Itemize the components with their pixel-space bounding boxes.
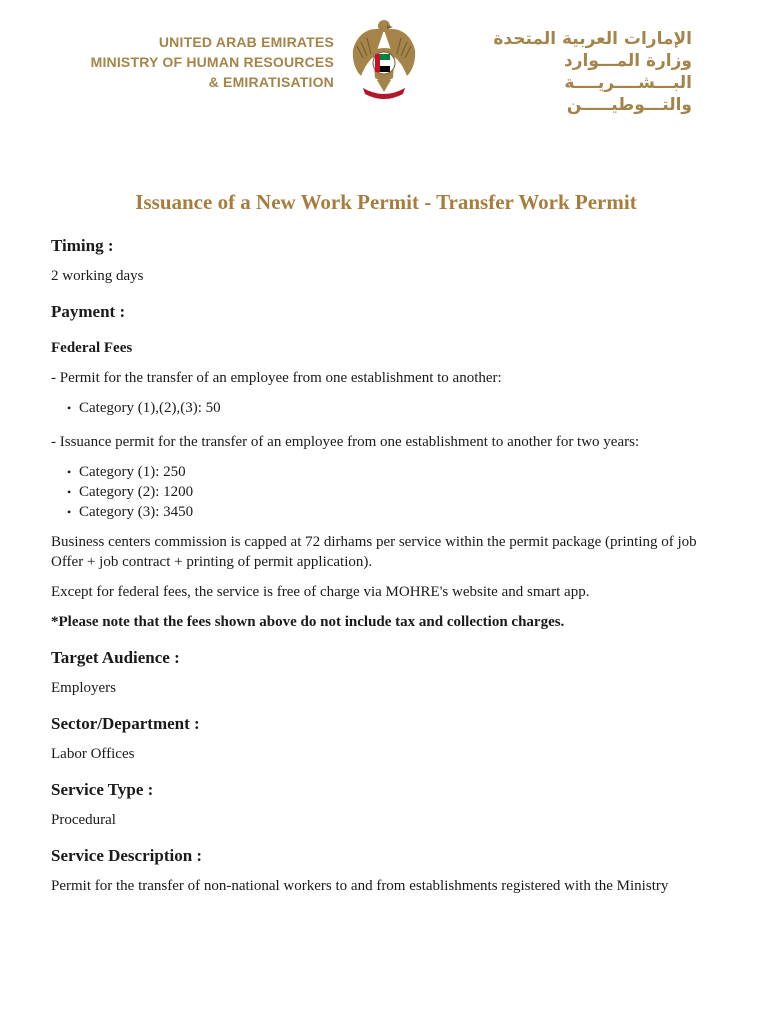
- free-of-charge-paragraph: Except for federal fees, the service is free of charge via MOHRE's website and smart app.: [51, 584, 590, 600]
- en-line-3: & EMIRATISATION: [208, 74, 334, 90]
- document-body: [51, 188, 721, 896]
- tax-note: *Please note that the fees shown above do not include tax and collection charges.: [51, 614, 565, 630]
- list-item: • Category (3): 3450: [79, 502, 721, 522]
- list-item: • Category (1),(2),(3): 50: [79, 398, 721, 418]
- service-type-value: Procedural: [51, 812, 116, 828]
- fee-list-2: [51, 462, 721, 522]
- two-year-permit-line: - Issuance permit for the transfer of an employee from one establishment to another for two years:: [51, 434, 640, 450]
- list-item: • Category (1): 250: [79, 462, 721, 482]
- list-item: • Category (2): 1200: [79, 482, 721, 502]
- sector-heading: Sector/Department :: [51, 714, 200, 733]
- ar-line-1: الإمارات العربية المتحدة: [493, 29, 692, 49]
- uae-emblem-icon: [349, 16, 419, 102]
- ar-line-2: وزارة المـــوارد البـــشــــريــــة: [564, 51, 692, 93]
- service-description-heading: Service Description :: [51, 846, 203, 865]
- target-audience-heading: Target Audience :: [51, 648, 180, 667]
- commission-paragraph: Business centers commission is capped at 72 dirhams per service within the permit package (printing of job Offer + job contract + printing of permit application).: [51, 534, 697, 570]
- document-title: Issuance of a New Work Permit - Transfer Work Permit: [135, 190, 637, 214]
- service-description-value: Permit for the transfer of non-national workers to and from establishments registered with the Ministry: [51, 878, 669, 894]
- ministry-name-english: [91, 32, 334, 92]
- en-line-2: MINISTRY OF HUMAN RESOURCES: [90, 54, 334, 70]
- timing-value: 2 working days: [51, 268, 144, 284]
- federal-fees-subheading: Federal Fees: [51, 340, 133, 356]
- payment-heading: Payment :: [51, 302, 126, 321]
- en-line-1: UNITED ARAB EMIRATES: [158, 34, 334, 50]
- timing-heading: Timing :: [51, 236, 114, 255]
- ministry-name-arabic: [432, 28, 692, 116]
- target-audience-value: Employers: [51, 680, 116, 696]
- letterhead: [0, 14, 768, 114]
- sector-value: Labor Offices: [51, 746, 135, 762]
- service-type-heading: Service Type :: [51, 780, 154, 799]
- ar-line-3: والتـــوطيـــــن: [566, 95, 692, 115]
- transfer-permit-line: - Permit for the transfer of an employee from one establishment to another:: [51, 370, 502, 386]
- fee-list-1: [51, 398, 721, 418]
